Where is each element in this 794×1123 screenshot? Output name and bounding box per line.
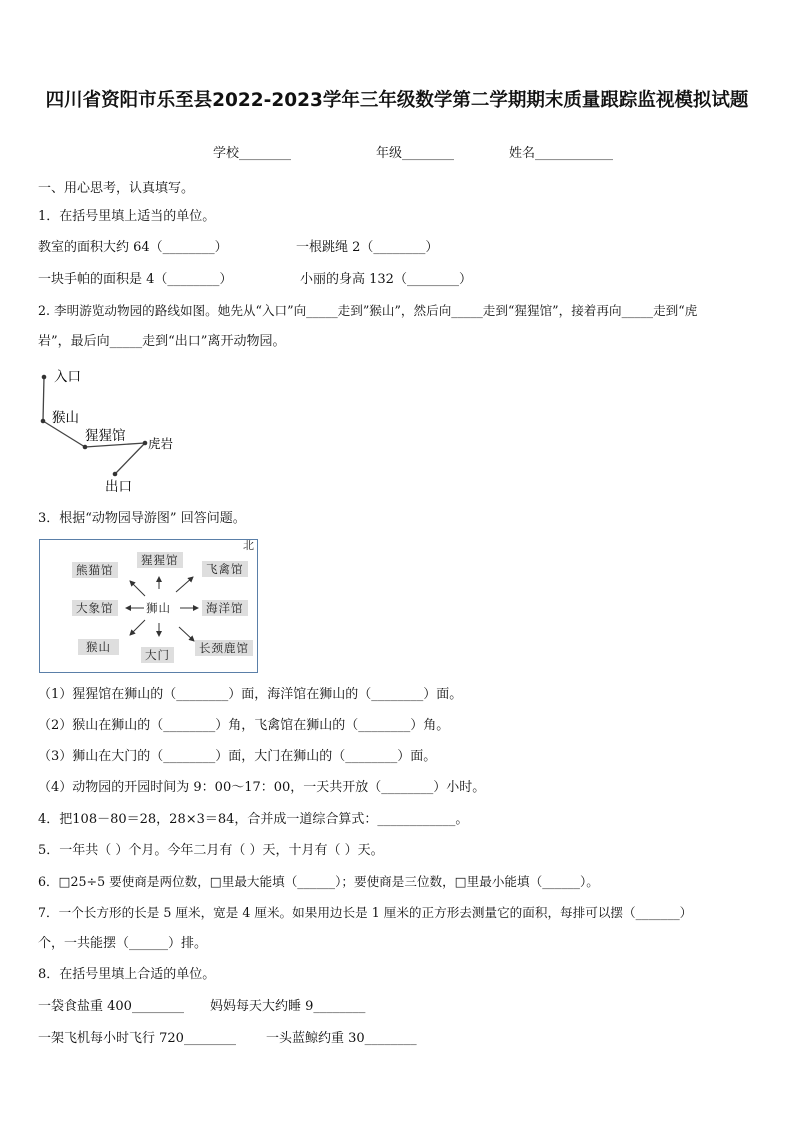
zoo-guide-map (39, 539, 258, 673)
arrow-southeast (179, 627, 194, 641)
question-8-stem: 8．在括号里填上合适的单位。 (38, 967, 216, 982)
section-heading: 一、用心思考，认真填写。 (38, 181, 195, 196)
map-label-exit: 出口 (105, 479, 132, 495)
question-5: 5．一年共（ ）个月。今年二月有（ ）天，十月有（ ）天。 (38, 843, 384, 858)
question-8-item: 一袋食盐重 400________ (38, 999, 184, 1014)
page-title: 四川省资阳市乐至县2022-2023学年三年级数学第二学期期末质量跟踪监视模拟试题 (45, 90, 749, 111)
question-7-line: 7．一个长方形的长是 5 厘米，宽是 4 厘米。如果用边长是 1 厘米的正方形去测量它的面积，每排可以摆（_______） (38, 905, 693, 920)
question-1-stem: 1．在括号里填上适当的单位。 (38, 209, 216, 224)
question-7-line: 个，一共能摆（______）排。 (38, 936, 208, 951)
question-1-item: 一块手帕的面积是 4（________） (38, 272, 233, 287)
question-3-part: （1）猩猩馆在狮山的（________）面，海洋馆在狮山的（________）面。 (38, 687, 463, 702)
question-3-part: （4）动物园的开园时间为 9：00～17：00，一天共开放（________）小时。 (38, 780, 486, 795)
north-marker: 北 (243, 539, 255, 552)
question-2-line: 2. 李明游览动物园的路线如图。她先从“入口”向_____走到”猴山”，然后向_____走到“猩猩馆”，接着再向_____走到“虎 (38, 303, 698, 318)
guide-monkey-hill: 猴山 (78, 639, 119, 655)
question-8-item: 一架飞机每小时飞行 720________ (38, 1031, 236, 1046)
exit-point (113, 472, 118, 477)
orangutan-point (83, 445, 88, 450)
guide-aviary: 飞禽馆 (202, 561, 248, 577)
map-label-orangutan: 猩猩馆 (85, 428, 126, 444)
question-1-item: 小丽的身高 132（________） (300, 272, 472, 287)
guide-gate: 大门 (141, 647, 174, 663)
tiger-rock-point (143, 441, 148, 446)
arrow-southwest (130, 620, 145, 635)
map-label-monkey-hill: 猴山 (52, 410, 79, 426)
name-field: 姓名____________ (509, 146, 614, 161)
guide-giraffe-house: 长颈鹿馆 (195, 640, 253, 656)
guide-orangutan-house: 猩猩馆 (137, 552, 183, 568)
monkey-hill-point (41, 419, 46, 424)
question-3-stem: 3．根据“动物园导游图” 回答问题。 (38, 511, 246, 526)
guide-lion-hill: 狮山 (146, 601, 171, 615)
question-1-item: 一根跳绳 2（________） (296, 240, 439, 255)
route-map (30, 360, 210, 500)
question-3-part: （2）猴山在狮山的（________）角，飞禽馆在狮山的（________）角。 (38, 718, 450, 733)
question-1-item: 教室的面积大约 64（________） (38, 240, 228, 255)
question-6: 6．□25÷5 要使商是两位数，□里最大能填（______）；要使商是三位数，□里最小能填（______）。 (38, 874, 599, 889)
question-8-item: 妈妈每天大约睡 9________ (210, 999, 366, 1014)
question-2-line: 岩”，最后向_____走到“出口”离开动物园。 (38, 334, 286, 349)
grade-field: 年级________ (376, 146, 455, 161)
entrance-point (42, 375, 47, 380)
map-label-entrance: 入口 (54, 369, 81, 385)
guide-elephant-house: 大象馆 (72, 600, 118, 616)
arrow-northeast (176, 577, 193, 592)
arrow-northwest (130, 581, 145, 596)
school-field: 学校________ (213, 146, 292, 161)
question-4: 4．把108－80＝28，28×3＝84，合并成一道综合算式：____________。 (38, 812, 469, 827)
map-label-tiger-rock: 虎岩 (148, 436, 174, 451)
guide-panda-house: 熊猫馆 (72, 562, 118, 578)
question-3-part: （3）狮山在大门的（________）面，大门在狮山的（________）面。 (38, 749, 437, 764)
question-8-item: 一头蓝鲸约重 30________ (266, 1031, 417, 1046)
guide-ocean-house: 海洋馆 (202, 600, 248, 616)
